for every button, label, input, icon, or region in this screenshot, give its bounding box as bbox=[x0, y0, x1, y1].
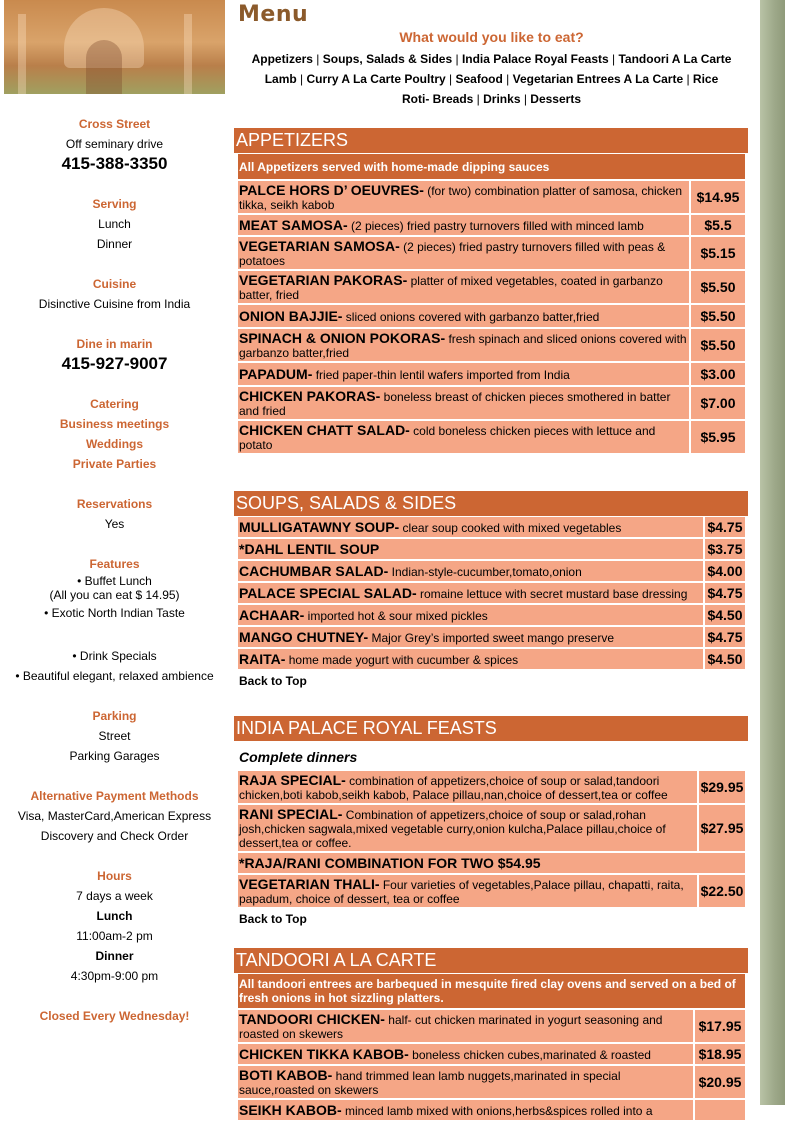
restaurant-info bbox=[4, 114, 225, 1026]
nav-breads[interactable]: Roti- Breads bbox=[402, 92, 474, 106]
soups-table bbox=[236, 515, 747, 693]
item-name: SEIKH KABOB- bbox=[239, 1102, 342, 1118]
item-desc: Four varieties of vegetables,Palace pillau, chapatti, raita, papadum, choice of dessert, tea or coffee bbox=[239, 878, 684, 906]
item-price: $4.00 bbox=[705, 561, 745, 581]
item-price: $17.95 bbox=[695, 1010, 745, 1042]
hours-label: Hours bbox=[97, 869, 132, 883]
parking-garages: Parking Garages bbox=[69, 749, 160, 763]
feature-buffet: • Buffet Lunch bbox=[77, 574, 152, 588]
soups-heading: SOUPS, SALADS & SIDES bbox=[234, 491, 748, 516]
item-desc: (for two) combination platter of samosa, chicken tikka, seikh kabob bbox=[239, 184, 683, 212]
closed-notice: Closed Every Wednesday! bbox=[39, 1009, 190, 1023]
item-name: PAPADUM- bbox=[239, 366, 313, 382]
item-price: $5.15 bbox=[691, 237, 745, 269]
item-desc: combination of appetizers,choice of soup or salad,tandoori chicken,boti kabob,seikh kabob, Palace pillau,nan,choice of dessert,tea or coffee bbox=[239, 774, 668, 802]
item-name: MANGO CHUTNEY- bbox=[239, 629, 369, 645]
main-phone: 415-388-3350 bbox=[61, 154, 168, 173]
dine-in-label: Dine in marin bbox=[76, 337, 153, 351]
menu-row bbox=[238, 329, 745, 361]
item-price: $3.00 bbox=[691, 363, 745, 385]
item-desc: fried paper-thin lentil wafers imported from India bbox=[312, 368, 570, 382]
catering-private: Private Parties bbox=[72, 457, 157, 471]
menu-row bbox=[238, 1010, 745, 1042]
item-desc: (2 pieces) fried pastry turnovers filled with peas & potatoes bbox=[239, 240, 666, 268]
menu-row bbox=[238, 421, 745, 453]
menu-row bbox=[238, 649, 745, 669]
page-question: What would you like to eat? bbox=[399, 29, 584, 45]
catering-weddings: Weddings bbox=[85, 437, 144, 451]
item-name: CACHUMBAR SALAD- bbox=[239, 563, 389, 579]
nav-desserts[interactable]: Desserts bbox=[530, 92, 581, 106]
item-desc: boneless breast of chicken pieces smothered in batter and fried bbox=[239, 390, 671, 418]
item-price: $7.00 bbox=[691, 387, 745, 419]
serving-label: Serving bbox=[92, 197, 137, 211]
item-price bbox=[695, 1100, 745, 1120]
menu-row bbox=[238, 539, 745, 559]
back-to-top-link[interactable]: Back to Top bbox=[239, 912, 307, 926]
appetizers-table bbox=[236, 152, 747, 455]
item-name: ACHAAR- bbox=[239, 607, 305, 623]
combo-item: *RAJA/RANI COMBINATION FOR TWO $54.95 bbox=[239, 855, 541, 871]
nav-appetizers[interactable]: Appetizers bbox=[251, 52, 313, 66]
item-name: PALACE SPECIAL SALAD- bbox=[239, 585, 417, 601]
item-name: MULLIGATAWNY SOUP- bbox=[239, 519, 400, 535]
item-desc: romaine lettuce with secret mustard base dressing bbox=[416, 587, 688, 601]
catering-label: Catering bbox=[90, 397, 139, 411]
appetizers-heading: APPETIZERS bbox=[234, 128, 748, 153]
menu-row bbox=[238, 583, 745, 603]
menu-row bbox=[238, 1044, 745, 1064]
tandoori-notice: All tandoori entrees are barbequed in mesquite fired clay ovens and served on a bed of fresh onions in hot sizzling platters. bbox=[238, 974, 745, 1008]
menu-row bbox=[238, 853, 745, 873]
item-desc: Major Grey’s imported sweet mango preserve bbox=[368, 631, 615, 645]
item-price: $4.75 bbox=[705, 517, 745, 537]
features-label: Features bbox=[89, 557, 140, 571]
feasts-heading: INDIA PALACE ROYAL FEASTS bbox=[234, 716, 748, 741]
hours-days: 7 days a week bbox=[76, 889, 153, 903]
item-name: RAITA- bbox=[239, 651, 286, 667]
item-name: CHICKEN PAKORAS- bbox=[239, 388, 381, 404]
item-name: ONION BAJJIE- bbox=[239, 308, 343, 324]
item-price: $5.95 bbox=[691, 421, 745, 453]
item-price: $27.95 bbox=[699, 805, 745, 851]
item-price: $20.95 bbox=[695, 1066, 745, 1098]
item-desc: cold boneless chicken pieces with lettuce and potato bbox=[239, 424, 656, 452]
menu-row bbox=[238, 805, 745, 851]
feature-ambience: • Beautiful elegant, relaxed ambience bbox=[15, 669, 214, 683]
item-desc: fresh spinach and sliced onions covered with garbanzo batter,fried bbox=[239, 332, 687, 360]
menu-row bbox=[238, 875, 745, 907]
payment-cards: Visa, MasterCard,American Express bbox=[17, 809, 212, 823]
item-name: *DAHL LENTIL SOUP bbox=[239, 541, 380, 557]
menu-row bbox=[238, 561, 745, 581]
menu-logo: Menu bbox=[238, 2, 309, 27]
hours-dinner-label: Dinner bbox=[95, 949, 134, 963]
menu-row bbox=[238, 363, 745, 385]
menu-row bbox=[238, 627, 745, 647]
menu-row bbox=[238, 1100, 745, 1120]
item-desc: clear soup cooked with mixed vegetables bbox=[399, 521, 622, 535]
cuisine-label: Cuisine bbox=[92, 277, 137, 291]
item-name: PALCE HORS D’ OEUVRES- bbox=[239, 182, 424, 198]
item-name: VEGETARIAN SAMOSA- bbox=[239, 238, 400, 254]
item-price: $29.95 bbox=[699, 771, 745, 803]
category-nav: Appetizers | Soups, Salads & Sides | India Palace Royal Feasts | Tandoori A La Carte Lamb | Curry A La Carte Poultry | Seafood | Vegetarian Entrees A La Carte | Rice Roti- Breads | Drinks | Desserts bbox=[251, 52, 732, 106]
menu-row bbox=[238, 1066, 745, 1098]
item-desc: imported hot & sour mixed pickles bbox=[304, 609, 488, 623]
hours-dinner: 4:30pm-9:00 pm bbox=[70, 969, 159, 983]
item-desc: minced lamb mixed with onions,herbs&spices rolled into a bbox=[341, 1104, 653, 1118]
back-to-top-link[interactable]: Back to Top bbox=[239, 674, 307, 688]
payment-other: Discovery and Check Order bbox=[40, 829, 189, 843]
item-price: $5.5 bbox=[691, 215, 745, 235]
item-desc: home made yogurt with cucumber & spices bbox=[285, 653, 519, 667]
menu-row bbox=[238, 237, 745, 269]
item-desc: Indian-style-cucumber,tomato,onion bbox=[388, 565, 582, 579]
item-price: $4.50 bbox=[705, 649, 745, 669]
minaret-left bbox=[18, 14, 26, 94]
feasts-table bbox=[236, 743, 747, 931]
parking-label: Parking bbox=[92, 709, 137, 723]
item-name: BOTI KABOB- bbox=[239, 1067, 333, 1083]
item-desc: (2 pieces) fried pastry turnovers filled with minced lamb bbox=[347, 219, 644, 233]
menu-row bbox=[238, 605, 745, 625]
nav-soups[interactable]: Soups, Salads & Sides bbox=[322, 52, 453, 66]
feature-drinks: • Drink Specials bbox=[72, 649, 157, 663]
item-name: MEAT SAMOSA- bbox=[239, 217, 348, 233]
serving-lunch: Lunch bbox=[98, 217, 131, 231]
item-price: $4.75 bbox=[705, 583, 745, 603]
item-desc: boneless chicken cubes,marinated & roasted bbox=[408, 1048, 651, 1062]
item-price: $14.95 bbox=[691, 181, 745, 213]
catering-business: Business meetings bbox=[59, 417, 170, 431]
feature-taste: • Exotic North Indian Taste bbox=[44, 606, 185, 620]
nav-vegetarian[interactable]: Vegetarian Entrees A La Carte bbox=[512, 72, 684, 86]
item-name: TANDOORI CHICKEN- bbox=[239, 1011, 385, 1027]
arch-shape bbox=[86, 40, 122, 94]
item-name: VEGETARIAN THALI- bbox=[239, 876, 380, 892]
nav-rice[interactable]: Rice bbox=[692, 72, 719, 86]
item-price: $18.95 bbox=[695, 1044, 745, 1064]
reservations-label: Reservations bbox=[76, 497, 153, 511]
menu-row bbox=[238, 305, 745, 327]
tandoori-heading: TANDOORI A LA CARTE bbox=[234, 948, 748, 973]
menu-row bbox=[238, 387, 745, 419]
menu-row bbox=[238, 215, 745, 235]
nav-seafood[interactable]: Seafood bbox=[455, 72, 503, 86]
item-name: SPINACH & ONION POKORAS- bbox=[239, 330, 446, 346]
menu-row bbox=[238, 181, 745, 213]
dine-in-phone: 415-927-9007 bbox=[61, 354, 168, 373]
item-desc: half- cut chicken marinated in yogurt seasoning and roasted on skewers bbox=[239, 1013, 663, 1041]
menu-row bbox=[238, 271, 745, 303]
sidebar bbox=[0, 0, 227, 1105]
menu-row bbox=[238, 517, 745, 537]
item-price: $5.50 bbox=[691, 271, 745, 303]
item-name: CHICKEN TIKKA KABOB- bbox=[239, 1046, 409, 1062]
item-price: $4.50 bbox=[705, 605, 745, 625]
feasts-subtitle: Complete dinners bbox=[239, 749, 358, 765]
tandoori-table bbox=[236, 972, 747, 1122]
item-desc: platter of mixed vegetables, coated in garbanzo batter, fried bbox=[239, 274, 663, 302]
item-desc: hand trimmed lean lamb nuggets,marinated in special sauce,roasted on skewers bbox=[239, 1069, 621, 1097]
taj-mahal-image bbox=[4, 0, 225, 94]
nav-tandoori[interactable]: Tandoori A La Carte Lamb bbox=[264, 52, 732, 86]
parking-street: Street bbox=[98, 729, 131, 743]
reservations-value: Yes bbox=[104, 517, 125, 531]
hours-lunch: 11:00am-2 pm bbox=[76, 929, 153, 943]
item-name: VEGETARIAN PAKORAS- bbox=[239, 272, 408, 288]
right-border-decoration bbox=[758, 0, 785, 1105]
feature-buffet-price: (All you can eat $ 14.95) bbox=[49, 588, 180, 602]
cross-street-value: Off seminary drive bbox=[65, 137, 164, 151]
item-price: $4.75 bbox=[705, 627, 745, 647]
nav-drinks[interactable]: Drinks bbox=[483, 92, 521, 106]
cross-street-label: Cross Street bbox=[78, 117, 151, 131]
item-price: $3.75 bbox=[705, 539, 745, 559]
nav-curry[interactable]: Curry A La Carte Poultry bbox=[306, 72, 446, 86]
item-price: $5.50 bbox=[691, 305, 745, 327]
menu-row bbox=[238, 771, 745, 803]
item-name: RAJA SPECIAL- bbox=[239, 772, 346, 788]
payment-label: Alternative Payment Methods bbox=[30, 789, 199, 803]
minaret-right bbox=[184, 14, 192, 94]
item-name: CHICKEN CHATT SALAD- bbox=[239, 422, 410, 438]
hours-lunch-label: Lunch bbox=[96, 909, 133, 923]
item-desc: sliced onions covered with garbanzo batter,fried bbox=[342, 310, 600, 324]
appetizers-notice: All Appetizers served with home-made dipping sauces bbox=[238, 154, 745, 179]
item-price: $5.50 bbox=[691, 329, 745, 361]
item-desc: Combination of appetizers,choice of soup or salad,rohan josh,chicken sagwala,mixed vegetable curry,onion kulcha,Palace pillau,choice of dessert,tea or coffee. bbox=[239, 808, 666, 850]
nav-feasts[interactable]: India Palace Royal Feasts bbox=[461, 52, 609, 66]
serving-dinner: Dinner bbox=[96, 237, 133, 251]
item-price: $22.50 bbox=[699, 875, 745, 907]
item-name: RANI SPECIAL- bbox=[239, 806, 343, 822]
cuisine-value: Disinctive Cuisine from India bbox=[38, 297, 191, 311]
